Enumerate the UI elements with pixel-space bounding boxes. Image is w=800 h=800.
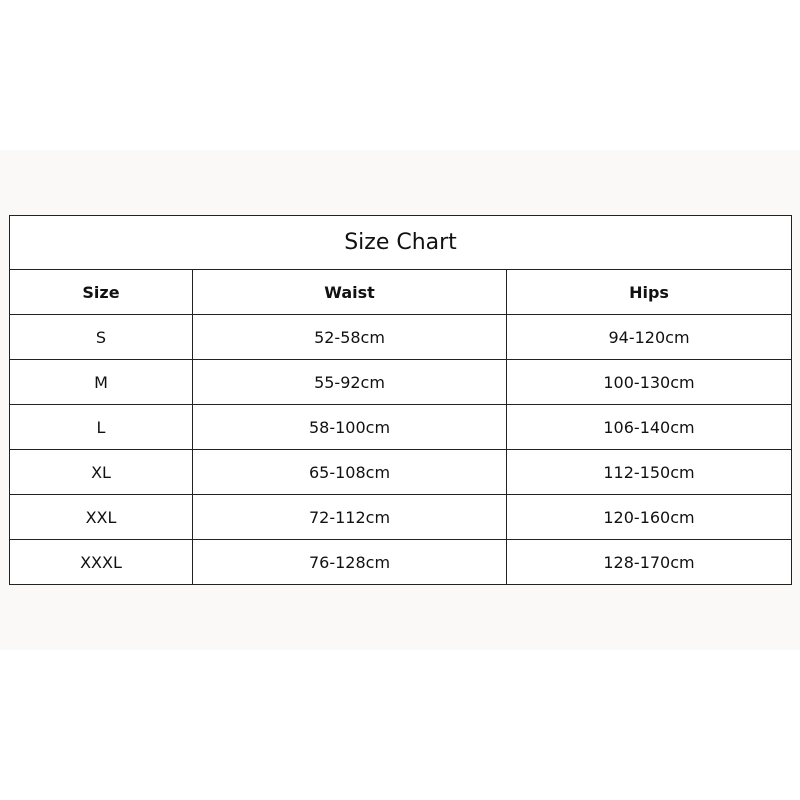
header-row <box>10 270 792 315</box>
hips-cell: 120-160cm <box>507 495 792 540</box>
waist-cell: 58-100cm <box>193 405 507 450</box>
hips-cell: 94-120cm <box>507 315 792 360</box>
hips-cell: 100-130cm <box>507 360 792 405</box>
waist-cell: 55-92cm <box>193 360 507 405</box>
waist-cell: 65-108cm <box>193 450 507 495</box>
size-cell: XXL <box>10 495 193 540</box>
size-cell: M <box>10 360 193 405</box>
column-header-waist: Waist <box>193 270 507 315</box>
column-header-size: Size <box>10 270 193 315</box>
column-header-hips: Hips <box>507 270 792 315</box>
hips-cell: 128-170cm <box>507 540 792 585</box>
table-row <box>10 315 792 360</box>
hips-cell: 106-140cm <box>507 405 792 450</box>
size-cell: XL <box>10 450 193 495</box>
size-chart-table <box>9 215 792 585</box>
table-title: Size Chart <box>10 216 792 270</box>
table-row <box>10 360 792 405</box>
table-row <box>10 540 792 585</box>
table-row <box>10 405 792 450</box>
hips-cell: 112-150cm <box>507 450 792 495</box>
waist-cell: 52-58cm <box>193 315 507 360</box>
waist-cell: 76-128cm <box>193 540 507 585</box>
table-row <box>10 450 792 495</box>
size-cell: L <box>10 405 193 450</box>
size-cell: S <box>10 315 193 360</box>
table-row <box>10 495 792 540</box>
title-row <box>10 216 792 270</box>
size-cell: XXXL <box>10 540 193 585</box>
waist-cell: 72-112cm <box>193 495 507 540</box>
